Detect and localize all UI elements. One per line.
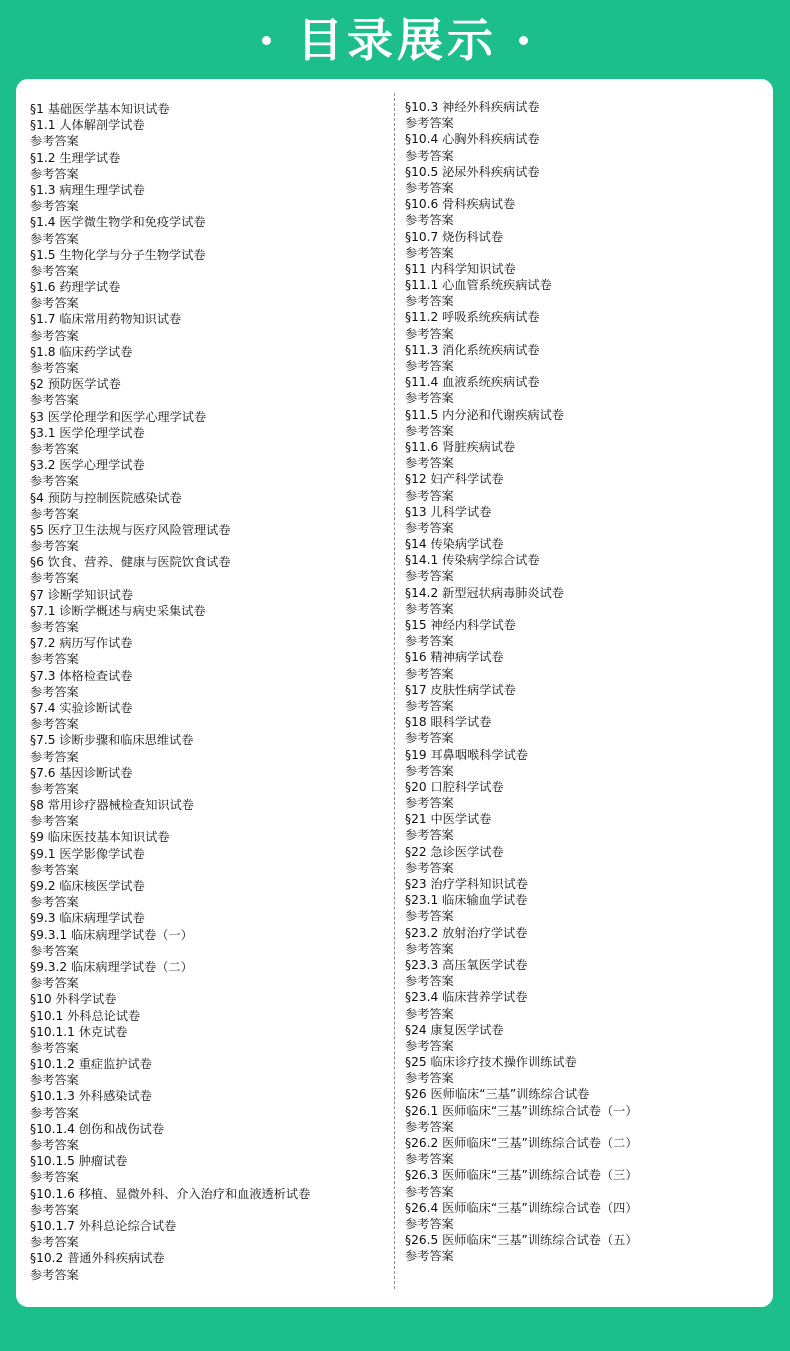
toc-line: 参考答案 bbox=[30, 506, 79, 521]
toc-line: §1.5 生物化学与分子生物学试卷 bbox=[30, 247, 206, 262]
toc-line: §20 口腔科学试卷 bbox=[405, 779, 504, 794]
toc-line: 参考答案 bbox=[30, 1138, 79, 1152]
toc-line: §10.2 普通外科疾病试卷 bbox=[30, 1251, 165, 1266]
toc-line: 参考答案 bbox=[405, 148, 454, 163]
toc-line: 参考答案 bbox=[30, 441, 79, 456]
toc-line: 参考答案 bbox=[405, 1006, 454, 1021]
toc-line: §3.1 医学伦理学试卷 bbox=[30, 425, 145, 440]
toc-line: §10.1.1 休克试卷 bbox=[30, 1024, 128, 1039]
toc-line: §11 内科学知识试卷 bbox=[405, 261, 516, 276]
toc-line: 参考答案 bbox=[30, 862, 79, 877]
toc-line: §16 精神病学试卷 bbox=[405, 650, 504, 665]
toc-line: §14 传染病学试卷 bbox=[405, 537, 504, 552]
bullet-dot-icon bbox=[519, 36, 528, 45]
toc-line: 参考答案 bbox=[30, 943, 79, 958]
toc-line: 参考答案 bbox=[30, 199, 79, 214]
toc-line: §10.1 外科总论试卷 bbox=[30, 1008, 141, 1023]
toc-line: §2 预防医学试卷 bbox=[30, 377, 121, 392]
bullet-dot-icon bbox=[262, 36, 271, 45]
toc-line: 参考答案 bbox=[405, 180, 454, 195]
toc-line: 参考答案 bbox=[30, 231, 79, 246]
toc-line: 参考答案 bbox=[30, 296, 79, 311]
toc-line: §1.2 生理学试卷 bbox=[30, 150, 121, 165]
toc-line: 参考答案 bbox=[405, 294, 454, 309]
toc-line: 参考答案 bbox=[30, 166, 79, 181]
toc-line: §4 预防与控制医院感染试卷 bbox=[30, 490, 182, 505]
toc-line: 参考答案 bbox=[30, 1267, 79, 1282]
toc-line: §26.5 医师临床“三基”训练综合试卷（五） bbox=[405, 1233, 638, 1248]
toc-line: §7.2 病历写作试卷 bbox=[30, 636, 133, 651]
toc-line: §10.1.6 移植、显微外科、介入治疗和血液透析试卷 bbox=[30, 1186, 311, 1201]
toc-line: 参考答案 bbox=[405, 941, 454, 956]
toc-line: §11.1 心血管系统疾病试卷 bbox=[405, 278, 552, 293]
toc-line: §22 急诊医学试卷 bbox=[405, 844, 504, 859]
toc-line: §11.6 肾脏疾病试卷 bbox=[405, 439, 516, 454]
toc-line: 参考答案 bbox=[30, 571, 79, 586]
toc-line: §12 妇产科学试卷 bbox=[405, 472, 504, 487]
toc-line: §9.3.2 临床病理学试卷（二） bbox=[30, 959, 193, 974]
toc-line: 参考答案 bbox=[405, 1071, 454, 1086]
toc-line: §18 眼科学试卷 bbox=[405, 715, 492, 730]
toc-line: §7 诊断学知识试卷 bbox=[30, 587, 134, 602]
toc-line: 参考答案 bbox=[30, 976, 79, 991]
toc-line: 参考答案 bbox=[405, 213, 454, 228]
toc-line: 参考答案 bbox=[405, 634, 454, 649]
toc-line: §23.3 高压氧医学试卷 bbox=[405, 957, 528, 972]
toc-left-column bbox=[30, 101, 310, 1283]
toc-line: 参考答案 bbox=[30, 263, 79, 278]
toc-line: §11.3 消化系统疾病试卷 bbox=[405, 342, 540, 357]
toc-line: 参考答案 bbox=[30, 781, 79, 796]
toc-line: §23.2 放射治疗学试卷 bbox=[405, 925, 528, 940]
toc-line: 参考答案 bbox=[30, 1170, 79, 1185]
toc-line: §10.5 泌尿外科疾病试卷 bbox=[405, 164, 540, 179]
toc-line: 参考答案 bbox=[405, 1249, 454, 1264]
toc-line: 参考答案 bbox=[405, 1184, 454, 1199]
toc-line: §7.6 基因诊断试卷 bbox=[30, 765, 133, 780]
toc-line: 参考答案 bbox=[405, 601, 454, 616]
toc-line: 参考答案 bbox=[30, 474, 79, 489]
column-divider bbox=[394, 93, 395, 1289]
toc-line: 参考答案 bbox=[30, 328, 79, 343]
toc-line: §26.1 医师临床“三基”训练综合试卷（一） bbox=[405, 1103, 638, 1118]
toc-line: 参考答案 bbox=[405, 1038, 454, 1053]
toc-line: 参考答案 bbox=[405, 860, 454, 875]
toc-line: 参考答案 bbox=[405, 359, 454, 373]
toc-line: §19 耳鼻咽喉科学试卷 bbox=[405, 747, 528, 762]
toc-line: 参考答案 bbox=[30, 620, 79, 634]
toc-line: 参考答案 bbox=[30, 814, 79, 829]
toc-line: §1.3 病理生理学试卷 bbox=[30, 182, 145, 197]
toc-line: §23 治疗学科知识试卷 bbox=[405, 877, 528, 891]
toc-line: 参考答案 bbox=[405, 698, 454, 713]
toc-line: 参考答案 bbox=[30, 895, 79, 910]
toc-line: §26.3 医师临床“三基”训练综合试卷（三） bbox=[405, 1168, 638, 1183]
toc-line: §9.3.1 临床病理学试卷（一） bbox=[30, 927, 193, 942]
toc-line: 参考答案 bbox=[30, 684, 79, 699]
page-title: 目录展示 bbox=[297, 13, 497, 67]
toc-line: 参考答案 bbox=[405, 1119, 454, 1134]
toc-line: §9 临床医技基本知识试卷 bbox=[30, 830, 170, 845]
toc-line: §8 常用诊疗器械检查知识试卷 bbox=[30, 798, 194, 813]
toc-line: §17 皮肤性病学试卷 bbox=[405, 682, 516, 697]
toc-line: §14.2 新型冠状病毒肺炎试卷 bbox=[405, 585, 564, 600]
toc-line: §9.2 临床核医学试卷 bbox=[30, 879, 145, 893]
toc-line: §25 临床诊疗技术操作训练试卷 bbox=[405, 1055, 577, 1070]
toc-line: §7.5 诊断步骤和临床思维试卷 bbox=[30, 733, 194, 748]
header bbox=[0, 0, 790, 80]
toc-line: 参考答案 bbox=[405, 909, 454, 924]
toc-line: 参考答案 bbox=[30, 134, 79, 149]
toc-line: §26.2 医师临床“三基”训练综合试卷（二） bbox=[405, 1136, 638, 1150]
toc-line: 参考答案 bbox=[30, 749, 79, 764]
toc-line: §5 医疗卫生法规与医疗风险管理试卷 bbox=[30, 522, 231, 537]
toc-line: §10.1.4 创伤和战伤试卷 bbox=[30, 1121, 165, 1136]
toc-line: 参考答案 bbox=[405, 828, 454, 843]
toc-line: §14.1 传染病学综合试卷 bbox=[405, 553, 540, 568]
toc-line: §10 外科学试卷 bbox=[30, 992, 117, 1007]
toc-line: 参考答案 bbox=[405, 245, 454, 260]
toc-line: 参考答案 bbox=[405, 488, 454, 503]
toc-line: §15 神经内科学试卷 bbox=[405, 618, 516, 632]
toc-line: §23.4 临床营养学试卷 bbox=[405, 990, 528, 1005]
toc-line: §6 饮食、营养、健康与医院饮食试卷 bbox=[30, 555, 231, 570]
toc-line: 参考答案 bbox=[405, 116, 454, 131]
toc-line: §10.6 骨科疾病试卷 bbox=[405, 197, 516, 212]
toc-line: 参考答案 bbox=[30, 652, 79, 667]
toc-line: 参考答案 bbox=[405, 974, 454, 989]
toc-line: §26.4 医师临床“三基”训练综合试卷（四） bbox=[405, 1200, 638, 1215]
toc-line: 参考答案 bbox=[405, 731, 454, 746]
toc-line: 参考答案 bbox=[405, 423, 454, 438]
toc-line: §10.1.7 外科总论综合试卷 bbox=[30, 1218, 177, 1233]
toc-line: 参考答案 bbox=[30, 717, 79, 732]
toc-line: §1.6 药理学试卷 bbox=[30, 280, 121, 295]
toc-line: §21 中医学试卷 bbox=[405, 812, 492, 827]
toc-line: §10.1.3 外科感染试卷 bbox=[30, 1089, 152, 1104]
toc-line: §11.2 呼吸系统疾病试卷 bbox=[405, 310, 540, 325]
toc-line: 参考答案 bbox=[30, 1235, 79, 1250]
toc-line: §11.5 内分泌和代谢疾病试卷 bbox=[405, 407, 564, 422]
toc-line: 参考答案 bbox=[405, 1216, 454, 1231]
toc-line: §7.1 诊断学概述与病史采集试卷 bbox=[30, 603, 206, 618]
toc-line: 参考答案 bbox=[405, 569, 454, 584]
toc-line: 参考答案 bbox=[405, 796, 454, 811]
toc-line: §24 康复医学试卷 bbox=[405, 1022, 504, 1037]
toc-line: 参考答案 bbox=[30, 393, 79, 408]
toc-line: §23.1 临床输血学试卷 bbox=[405, 893, 528, 908]
toc-line: 参考答案 bbox=[30, 1073, 79, 1088]
toc-line: §13 儿科学试卷 bbox=[405, 504, 492, 519]
toc-line: §7.3 体格检查试卷 bbox=[30, 668, 133, 683]
toc-line: 参考答案 bbox=[405, 666, 454, 681]
toc-line: 参考答案 bbox=[30, 539, 79, 554]
toc-line: 参考答案 bbox=[405, 456, 454, 471]
toc-line: §10.7 烧伤科试卷 bbox=[405, 229, 504, 244]
toc-line: §1.8 临床药学试卷 bbox=[30, 344, 133, 359]
toc-line: §26 医师临床“三基”训练综合试卷 bbox=[405, 1087, 590, 1102]
toc-right-column bbox=[405, 99, 638, 1265]
toc-panel bbox=[16, 79, 773, 1307]
toc-line: §9.1 医学影像学试卷 bbox=[30, 846, 145, 861]
toc-line: 参考答案 bbox=[405, 1152, 454, 1167]
toc-line: §7.4 实验诊断试卷 bbox=[30, 700, 133, 715]
toc-line: §10.1.2 重症监护试卷 bbox=[30, 1057, 152, 1072]
toc-line: 参考答案 bbox=[405, 391, 454, 406]
toc-line: §1.1 人体解剖学试卷 bbox=[30, 118, 145, 133]
toc-line: §11.4 血液系统疾病试卷 bbox=[405, 375, 540, 390]
toc-line: §1.4 医学微生物学和免疫学试卷 bbox=[30, 215, 206, 230]
toc-line: §10.1.5 肿瘤试卷 bbox=[30, 1154, 128, 1169]
toc-line: §3 医学伦理学和医学心理学试卷 bbox=[30, 409, 207, 424]
toc-line: §1.7 临床常用药物知识试卷 bbox=[30, 312, 182, 327]
toc-line: 参考答案 bbox=[30, 1202, 79, 1217]
toc-line: 参考答案 bbox=[405, 326, 454, 341]
toc-line: 参考答案 bbox=[30, 1105, 79, 1120]
toc-line: 参考答案 bbox=[30, 1040, 79, 1055]
toc-line: 参考答案 bbox=[405, 520, 454, 535]
toc-line: §1 基础医学基本知识试卷 bbox=[30, 102, 170, 116]
toc-line: §9.3 临床病理学试卷 bbox=[30, 911, 145, 926]
toc-line: 参考答案 bbox=[30, 361, 79, 375]
toc-line: §10.3 神经外科疾病试卷 bbox=[405, 100, 540, 114]
toc-line: §10.4 心胸外科疾病试卷 bbox=[405, 132, 540, 147]
toc-line: §3.2 医学心理学试卷 bbox=[30, 458, 145, 473]
toc-line: 参考答案 bbox=[405, 763, 454, 778]
